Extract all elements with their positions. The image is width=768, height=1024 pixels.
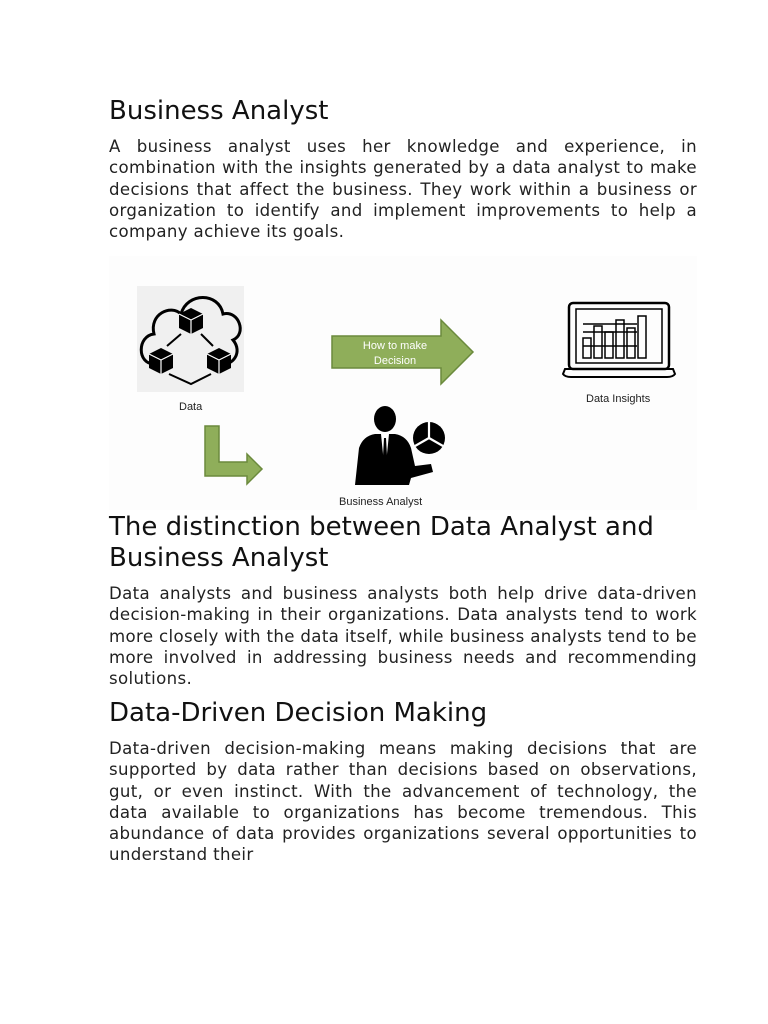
section-heading-distinction: The distinction between Data Analyst and Business Analyst (109, 512, 654, 573)
l-arrow (205, 426, 262, 484)
data-insights-label: Data Insights (586, 393, 651, 405)
data-label: Data (179, 401, 203, 413)
arrow-label-line1: How to make (362, 340, 428, 352)
business-analyst-diagram (109, 256, 697, 510)
paragraph-business-analyst: A business analyst uses her knowledge and experience, in combination with the insights generated by a data analyst to make decisions that affect the business. They work within a business or organization to identify and implement improvements to help a company achieve its goals. (109, 137, 697, 242)
cloud-cubes-icon (137, 286, 244, 392)
decision-arrow (332, 320, 473, 384)
business-analyst-label: Business Analyst (339, 496, 423, 508)
section-heading-business-analyst: Business Analyst (109, 96, 329, 126)
laptop-chart-icon (563, 303, 675, 377)
paragraph-distinction: Data analysts and business analysts both help drive data-driven decision-making in their organizations. Data analysts tend to work more closely with the data itself, while business analysts tend to be more involved in addressing business needs and recommending solutions. (109, 584, 697, 689)
pie-chart-icon (413, 422, 445, 454)
section-heading-data-driven: Data-Driven Decision Making (109, 698, 488, 728)
arrow-label-line2: Decision (373, 355, 417, 367)
paragraph-data-driven: Data-driven decision-making means making decisions that are supported by data rather than decisions based on observations, gut, or even instinct. With the advancement of technology, the data available to organizations has become tremendous. This abundance of data provides organizations several opportunities to understand their (109, 739, 697, 864)
